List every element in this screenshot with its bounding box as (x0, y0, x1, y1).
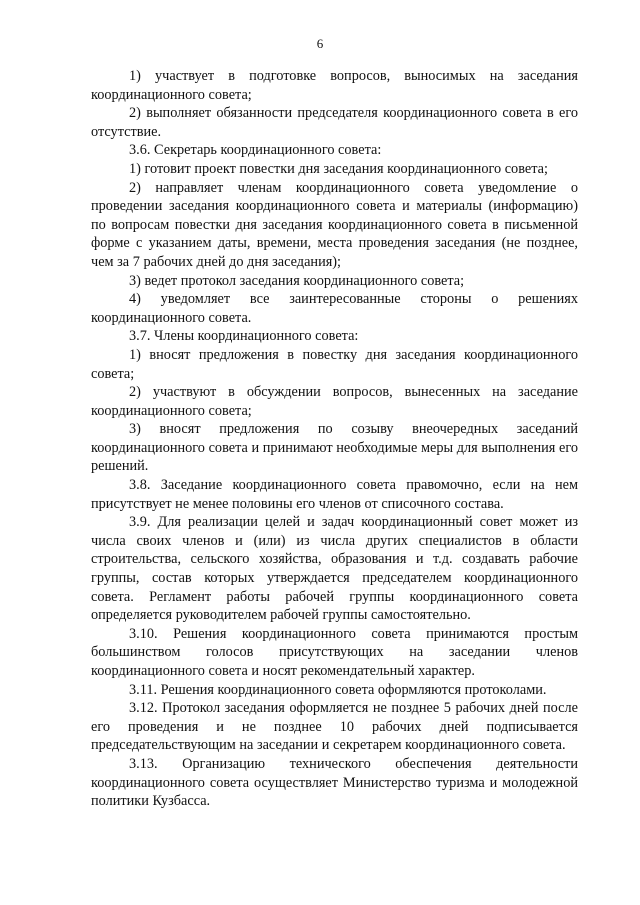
paragraph: 1) участвует в подготовке вопросов, выносимых на заседания координационного совета; (91, 68, 578, 103)
paragraph: 4) уведомляет все заинтересованные стороны о решениях координационного совета. (91, 291, 578, 326)
paragraph: 2) участвуют в обсуждении вопросов, вынесенных на заседание координационного совета; (91, 384, 578, 419)
paragraph: 3.8. Заседание координационного совета правомочно, если на нем присутствует не менее половины его членов от списочного состава. (91, 477, 578, 512)
paragraph: 3.11. Решения координационного совета оформляются протоколами. (129, 681, 547, 698)
section-heading: 3.7. Члены координационного совета: (129, 328, 359, 345)
page-number: 6 (316, 36, 324, 51)
paragraph: 2) направляет членам координационного совета уведомление о проведении заседания координационного совета и материалы (информацию) по вопросам повестки дня заседания координационного совета в письменной форме с указанием даты, времени, места проведения заседания (не позднее, чем за 7 рабочих дней до дня заседания); (91, 179, 578, 270)
paragraph: 3.10. Решения координационного совета принимаются простым большинством голосов присутствующих на заседании членов координационного совета и носят рекомендательный характер. (91, 625, 578, 679)
paragraph: 3) вносят предложения по созыву внеочередных заседаний координационного совета и принимают необходимые меры для выполнения его решений. (91, 421, 578, 475)
paragraph: 1) готовит проект повестки дня заседания координационного совета; (129, 160, 548, 177)
paragraph: 3.9. Для реализации целей и задач координационный совет может из числа своих членов и (или) из числа других специалистов в области строительства, сельского хозяйства, образования и т.д. создавать рабочие группы, состав которых утверждается председателем координационного совета. Регламент работы рабочей группы координационного совета определяется руководителем рабочей группы самостоятельно. (91, 514, 578, 624)
paragraph: 3.12. Протокол заседания оформляется не позднее 5 рабочих дней после его проведения и не позднее 10 рабочих дней подписывается председательствующим на заседании и секретарем координационного совета. (91, 700, 578, 754)
paragraph: 1) вносят предложения в повестку дня заседания координационного совета; (91, 346, 578, 382)
section-heading: 3.6. Секретарь координационного совета: (129, 142, 382, 159)
document-body (91, 67, 578, 811)
paragraph: 3) ведет протокол заседания координационного совета; (129, 272, 465, 289)
paragraph: 2) выполняет обязанности председателя координационного совета в его отсутствие. (91, 105, 578, 140)
paragraph: 3.13. Организацию технического обеспечения деятельности координационного совета осуществляет Министерство туризма и молодежной политики Кузбасса. (91, 755, 578, 810)
